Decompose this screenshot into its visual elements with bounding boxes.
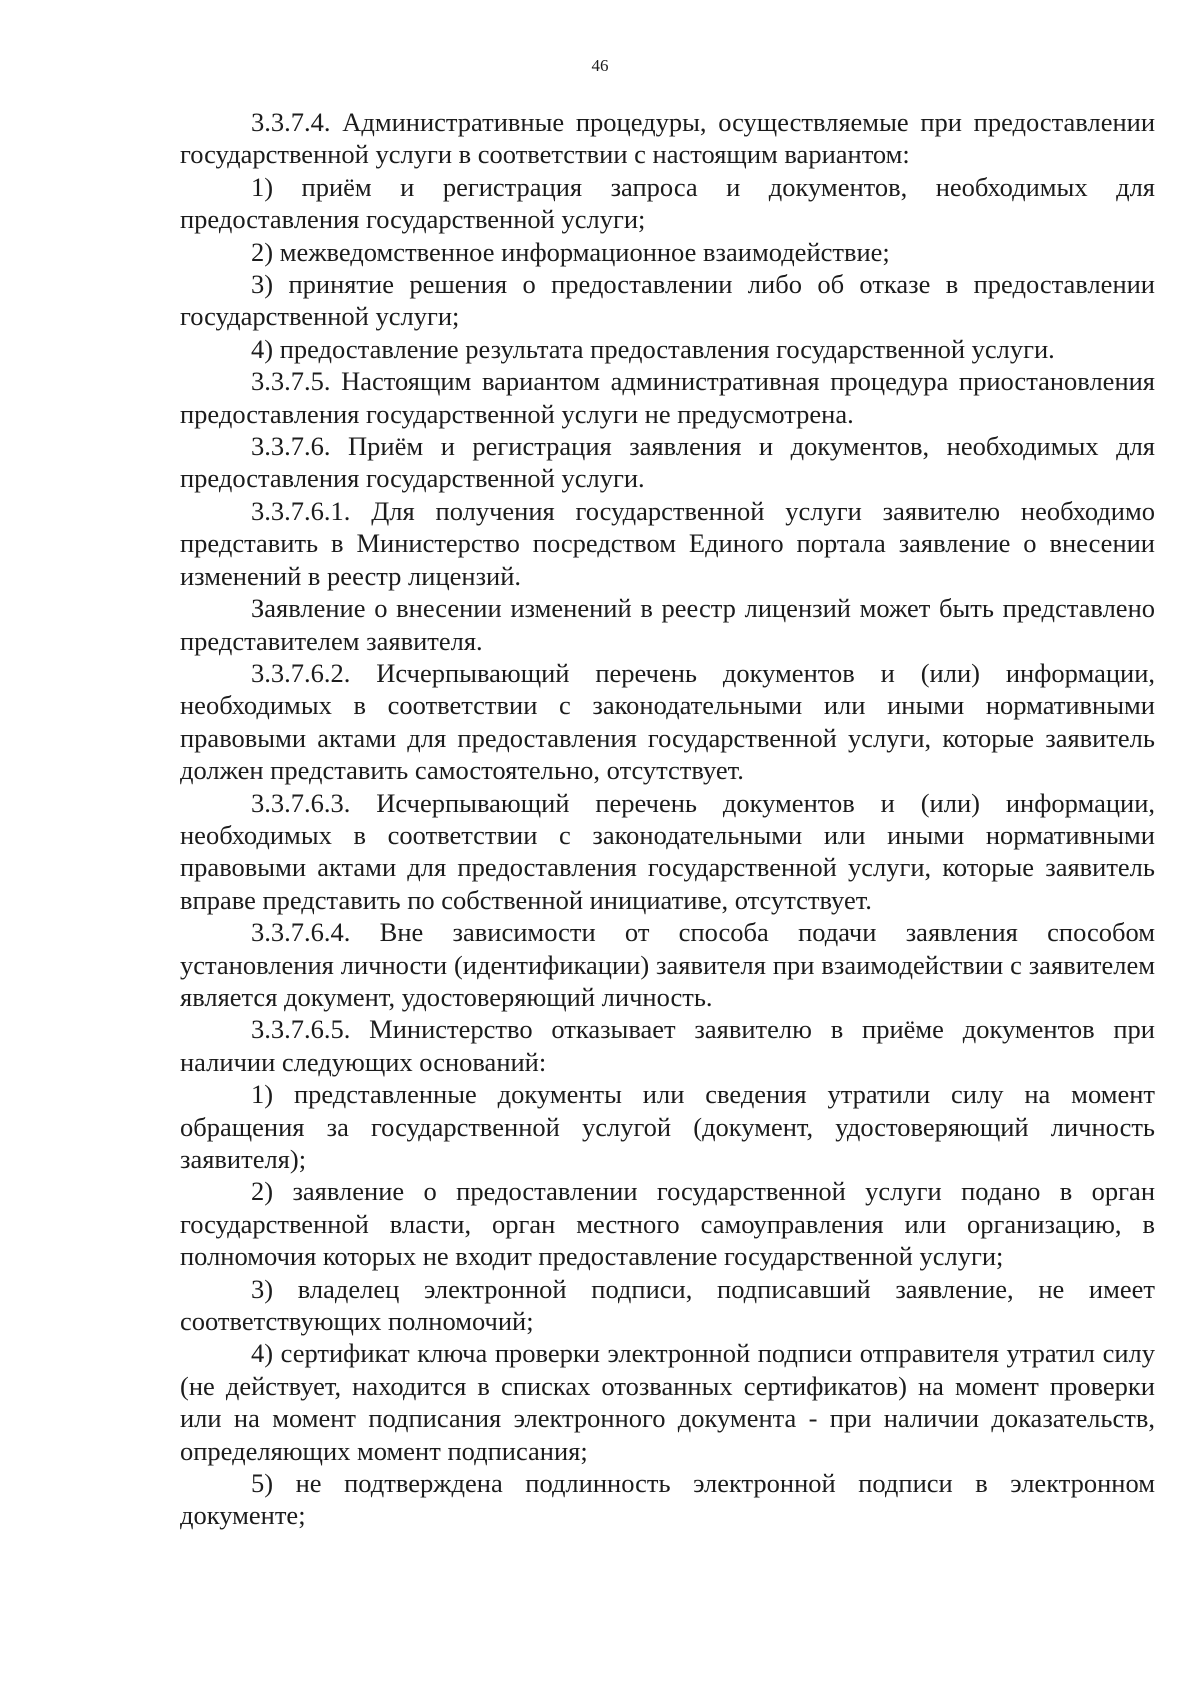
- paragraph-3-3-7-6: 3.3.7.6. Приём и регистрация заявления и документов, необходимых для предоставления государственной услуги.: [180, 431, 1155, 494]
- paragraph-3-3-7-5: 3.3.7.5. Настоящим вариантом административная процедура приостановления предоставления государственной услуги не предусмотрена.: [180, 366, 1155, 429]
- list-item: 1) приём и регистрация запроса и документов, необходимых для предоставления государственной услуги;: [180, 171, 1155, 235]
- document-body: [180, 106, 1155, 1532]
- paragraph-3-3-7-6-3: 3.3.7.6.3. Исчерпывающий перечень документов и (или) информации, необходимых в соответствии с законодательными или иными нормативными правовыми актами для предоставления государственной услуги, которые заявитель вправе представить по собственной инициативе, отсутствует.: [180, 787, 1155, 915]
- paragraph-3-3-7-4: 3.3.7.4. Административные процедуры, осуществляемые при предоставлении государственной услуги в соответствии с настоящим вариантом:: [180, 107, 1155, 170]
- paragraph-3-3-7-6-5: 3.3.7.6.5. Министерство отказывает заявителю в приёме документов при наличии следующих оснований:: [180, 1014, 1155, 1077]
- list-item: 4) предоставление результата предоставления государственной услуги.: [251, 333, 1055, 364]
- list-item: 2) межведомственное информационное взаимодействие;: [251, 236, 890, 267]
- list-item: 4) сертификат ключа проверки электронной подписи отправителя утратил силу (не действует, находится в списках отозванных сертификатов) на момент проверки или на момент подписания электронного документа - при наличии доказательств, определяющих момент подписания;: [180, 1338, 1155, 1466]
- paragraph-3-3-7-6-4: 3.3.7.6.4. Вне зависимости от способа подачи заявления способом установления личности (идентификации) заявителя при взаимодействии с заявителем является документ, удостоверяющий личность.: [180, 917, 1155, 1012]
- list-item: 1) представленные документы или сведения утратили силу на момент обращения за государственной услугой (документ, удостоверяющий личность заявителя);: [180, 1079, 1155, 1174]
- page-number: 46: [591, 56, 609, 75]
- paragraph-3-3-7-6-1: 3.3.7.6.1. Для получения государственной услуги заявителю необходимо представить в Министерство посредством Единого портала заявление о внесении изменений в реестр лицензий.: [180, 495, 1155, 591]
- list-item: 3) принятие решения о предоставлении либо об отказе в предоставлении государственной услуги;: [180, 269, 1155, 332]
- list-item: 3) владелец электронной подписи, подписавший заявление, не имеет соответствующих полномочий;: [180, 1273, 1155, 1337]
- paragraph-3-3-7-6-2: 3.3.7.6.2. Исчерпывающий перечень документов и (или) информации, необходимых в соответствии с законодательными или иными нормативными правовыми актами для предоставления государственной услуги, которые заявитель должен представить самостоятельно, отсутствует.: [180, 657, 1155, 786]
- list-item: 5) не подтверждена подлинность электронной подписи в электронном документе;: [180, 1468, 1155, 1531]
- paragraph: Заявление о внесении изменений в реестр лицензий может быть представлено представителем заявителя.: [180, 593, 1155, 656]
- list-item: 2) заявление о предоставлении государственной услуги подано в орган государственной власти, орган местного самоуправления или организацию, в полномочия которых не входит предоставление государственной услуги;: [180, 1176, 1155, 1272]
